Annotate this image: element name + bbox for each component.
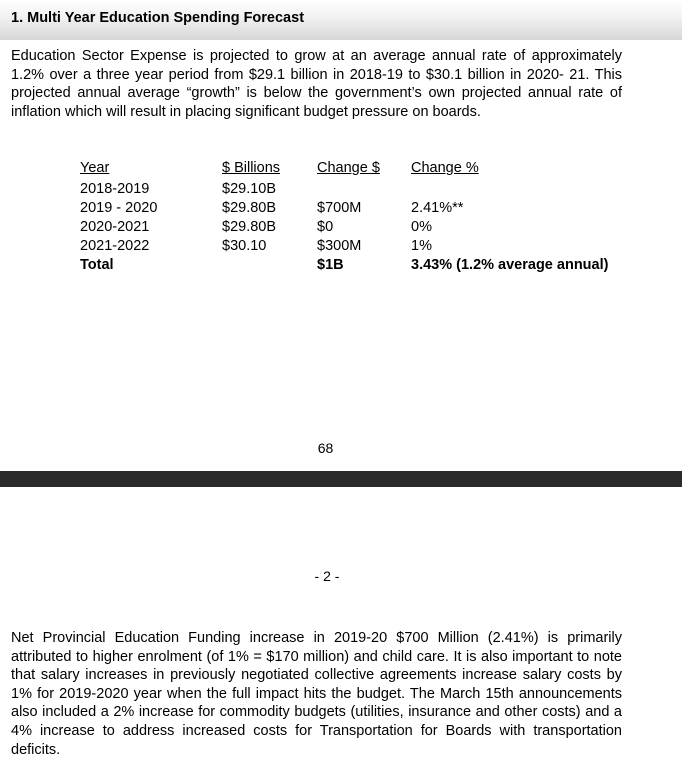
cell-change-dollar: $0: [317, 219, 334, 235]
cell-year: 2018-2019: [80, 181, 150, 197]
cell-change-percent: 1%: [411, 238, 432, 254]
header-year: Year: [80, 160, 110, 176]
cell-total-change-percent: 3.43% (1.2% average annual): [411, 257, 609, 273]
funding-paragraph: Net Provincial Education Funding increase in 2019-20 $700 Million (2.41%) is primarily attributed to higher enrolment (of 1% = $170 million) and child care. It is also important to note that salary increases in previously negotiated collective agreements increase salary costs by 1% for 2019-2020 year when the full impact hits the budget. The March 15th announcements also included a 2% increase for commodity budgets (utilities, insurance and other costs) and a 4% increase to address increased costs for Transportation for Boards with transportation deficits.: [11, 630, 622, 758]
cell-year: 2021-2022: [80, 238, 150, 254]
cell-change-dollar: $300M: [317, 238, 362, 254]
cell-year: 2019 - 2020: [80, 200, 158, 216]
cell-year: 2020-2021: [80, 219, 150, 235]
cell-total-label: Total: [80, 257, 114, 273]
page-separator: [0, 471, 682, 487]
spending-forecast-table: [80, 159, 641, 275]
table-row: [80, 180, 641, 199]
header-change-percent: Change %: [411, 160, 479, 176]
cell-billions: $30.10: [222, 238, 267, 254]
intro-paragraph: Education Sector Expense is projected to grow at an average annual rate of approximately 1.2% over a three year period from $29.1 billion in 2018-19 to $30.1 billion in 2020- 21. This projected annual average “growth” is below the government’s own projected annual rate of inflation which will result in placing significant budget pressure on boards.: [11, 48, 622, 120]
section-title: 1. Multi Year Education Spending Forecast: [11, 10, 305, 26]
table-header-row: [80, 159, 641, 180]
table-row: [80, 237, 641, 256]
header-change-dollar: Change $: [317, 160, 380, 176]
table-row: [80, 218, 641, 237]
table-total-row: [80, 256, 641, 275]
cell-change-percent: 0%: [411, 219, 432, 235]
cell-billions: $29.80B: [222, 219, 277, 235]
cell-change-dollar: $700M: [317, 200, 362, 216]
table-row: [80, 199, 641, 218]
cell-billions: $29.80B: [222, 200, 277, 216]
cell-change-percent: [411, 180, 641, 199]
cell-total-change-dollar: $1B: [317, 257, 344, 273]
page-marker: - 2 -: [314, 568, 340, 584]
cell-total-billions: [222, 256, 317, 275]
header-billions: $ Billions: [222, 160, 281, 176]
page-number: 68: [317, 440, 334, 456]
cell-change-dollar: [317, 180, 411, 199]
cell-billions: $29.10B: [222, 181, 277, 197]
section-header-bar: [0, 0, 682, 40]
cell-change-percent: 2.41%**: [411, 200, 464, 216]
